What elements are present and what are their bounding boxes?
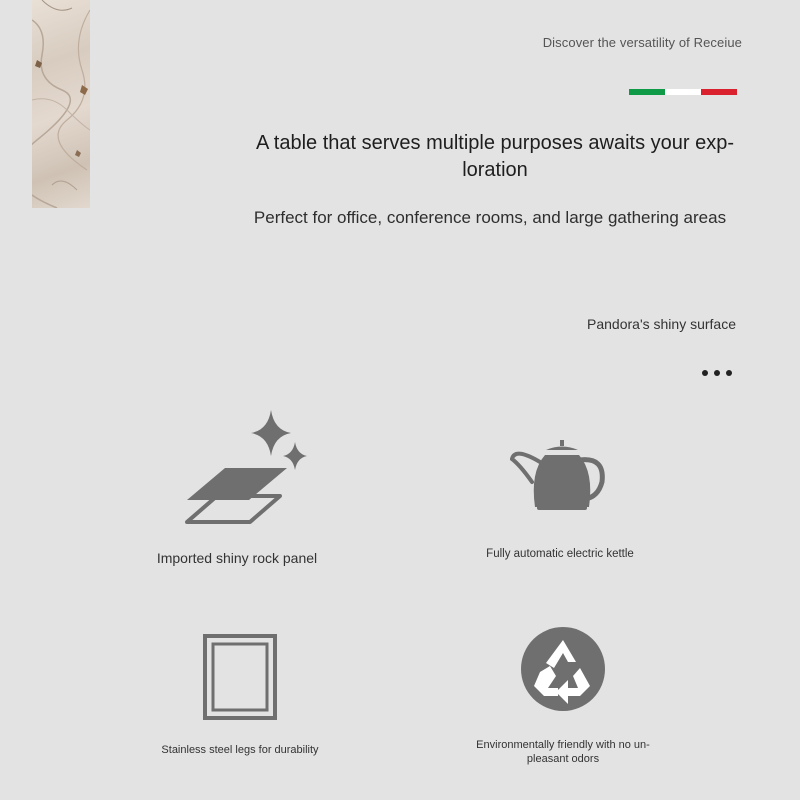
dot [714, 370, 720, 376]
italian-flag-bar [629, 89, 737, 95]
subhead: Perfect for office, conference rooms, and large gathering areas [253, 208, 727, 227]
flag-white-stripe [665, 89, 701, 95]
headline [230, 130, 760, 184]
feature-steel-legs [110, 632, 370, 756]
dot [726, 370, 732, 376]
surface-label: Pandora's shiny surface [587, 316, 736, 332]
feature-label: Fully automatic electric kettle [486, 548, 634, 560]
feature-label: Stainless steel legs for durability [161, 744, 319, 756]
marble-veins [32, 0, 90, 208]
flag-red-stripe [701, 89, 737, 95]
frame-icon [200, 632, 280, 722]
feature-eco-friendly [433, 624, 693, 766]
kettle-icon [510, 437, 610, 517]
feature-label [468, 738, 658, 766]
more-dots-icon[interactable] [702, 370, 732, 376]
tagline: Discover the versatility of Receiue [542, 35, 742, 50]
marble-texture-image [32, 0, 90, 208]
dot [702, 370, 708, 376]
feature-kettle [430, 437, 690, 560]
shiny-panel-icon [167, 410, 307, 525]
feature-label: Imported shiny rock panel [156, 550, 318, 566]
feature-label-text: Environmentally friendly with no un- pleasant odors [476, 739, 650, 765]
recycle-icon [518, 624, 608, 714]
flag-green-stripe [629, 89, 665, 95]
headline-text: A table that serves multiple purposes awaits your exp- loration [255, 132, 735, 181]
feature-shiny-panel [107, 410, 367, 566]
